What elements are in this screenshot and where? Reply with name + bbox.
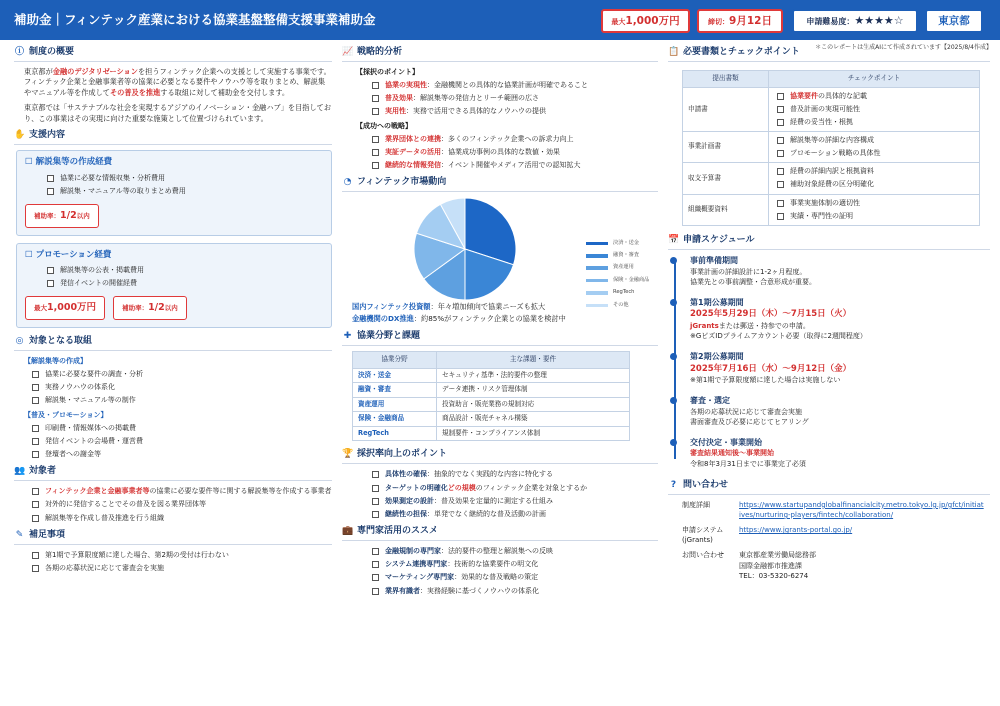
table-cell: 商品設計・販売チャネル構築	[437, 412, 630, 427]
checkbox-icon	[777, 200, 784, 207]
schedule-title: 第2期公募期間	[690, 351, 744, 361]
support-box-1	[16, 150, 332, 235]
schedule-note-red: 審査結果通知後〜事業開始	[690, 449, 774, 458]
checkbox-icon	[47, 280, 54, 287]
list-item: 各期の応募状況に応じて審査会を実施	[14, 563, 332, 573]
contact-label: 制度詳細	[682, 500, 710, 509]
clipboard-icon: 📋	[668, 47, 680, 57]
checkbox-icon	[372, 588, 379, 595]
checkbox-icon	[777, 137, 784, 144]
table-cell: 保険・金融商品	[353, 412, 437, 427]
list-item: 登壇者への謝金等	[14, 449, 332, 459]
list-item: 印刷費・情報媒体への掲載費	[14, 423, 332, 433]
list-item: ターゲットの明確化どの規模のフィンテック企業を対象とするか	[342, 483, 658, 493]
table-row	[353, 368, 630, 383]
table-cell: データ連携・リスク管理体制	[437, 383, 630, 398]
legend-swatch	[586, 266, 608, 270]
max-amount-badge: 最大1,000万円	[601, 9, 690, 33]
list-item: 対外的に発信することでその普及を図る業界団体等	[14, 499, 332, 509]
table-header: 協業分野	[353, 352, 437, 369]
checkbox-icon	[47, 267, 54, 274]
handshake-icon: ✋	[14, 130, 26, 141]
schedule-period: 2025年5月29日（木）〜7月15日（火）	[690, 309, 852, 320]
timeline-dot	[670, 397, 677, 404]
checkbox-icon	[372, 485, 379, 492]
table-cell: 融資・審査	[353, 383, 437, 398]
list-item: 解説集等の詳細な内容構成	[773, 135, 975, 145]
timeline-dot	[670, 299, 677, 306]
table-row	[353, 397, 630, 412]
contact-label: お問い合わせ	[682, 551, 724, 560]
trophy-icon: 🏆	[342, 449, 354, 460]
rate-badge: 補助率：1/2以内	[25, 204, 99, 228]
legend-item	[586, 262, 649, 274]
left-column	[14, 46, 332, 576]
checkbox-icon	[777, 150, 784, 157]
schedule-line: 事業計画の詳細設計に1-2ヶ月程度。	[690, 267, 807, 276]
table-header: 提出書類	[683, 71, 769, 88]
support-box-1-heading: ☐ 解説集等の作成経費	[25, 157, 113, 168]
legend-item	[586, 274, 649, 286]
checkbox-icon	[777, 106, 784, 113]
checkbox-icon	[777, 168, 784, 175]
chart-line-icon: 📈	[342, 47, 354, 57]
checkbox-icon	[32, 488, 39, 495]
list-item: 実証データの活用：協業成功事例の具体的な数値・効果	[342, 147, 658, 157]
table-cell: セキュリティ基準・法的要件の整理	[437, 368, 630, 383]
list-item: 事業実施体制の適切性	[773, 198, 975, 208]
legend-item	[586, 287, 649, 299]
ai-note: ＊このレポートは生成AIにて作成されています【2025/8/4作成】	[815, 44, 992, 51]
legend-label: 融資・審査	[613, 252, 639, 259]
legend-item	[586, 250, 649, 262]
list-item: プロモーション戦略の具体性	[773, 148, 975, 158]
checkbox-icon	[777, 119, 784, 126]
rate-badge: 補助率：1/2以内	[113, 296, 187, 320]
schedule-title: 事前準備期間	[690, 255, 738, 265]
table-row	[683, 194, 980, 225]
list-item: 解説集等の公表・掲載費用	[25, 265, 323, 275]
list-item: システム連携専門家：技術的な協業要件の明文化	[342, 559, 658, 569]
users-icon: 👥	[14, 466, 26, 477]
schedule-line: 協業先との事前調整・合意形成が重要。	[690, 277, 816, 286]
schedule-line: ※第1期で予算限度額に達した場合は実施しない	[690, 375, 841, 384]
table-cell: 収支予算書	[683, 163, 769, 194]
list-item: 実務ノウハウの体系化	[14, 382, 332, 392]
list-item: 解説集等を作成し普及推進を行う組織	[14, 513, 332, 523]
legend-item	[586, 237, 649, 249]
checkbox-icon	[32, 451, 39, 458]
header-bar	[0, 0, 1000, 40]
puzzle-icon: ✚	[343, 331, 352, 342]
checkbox-icon	[372, 95, 379, 102]
strategy-group-1: 【採択のポイント】	[356, 68, 419, 77]
support-box-2	[16, 243, 332, 328]
legend-label: 保険・金融商品	[613, 276, 650, 283]
table-row	[683, 132, 980, 163]
list-item: 協業に必要な情報収集・分析費用	[25, 173, 323, 183]
schedule-item	[690, 297, 990, 341]
list-item: 業界有識者：実務経験に基づくノウハウの体系化	[342, 586, 658, 596]
schedule-item	[690, 395, 990, 427]
page-title: 補助金｜フィンテック産業における協業基盤整備支援事業補助金	[14, 12, 376, 27]
legend-item	[586, 299, 649, 311]
checkbox-icon	[32, 501, 39, 508]
checkbox-icon	[372, 162, 379, 169]
schedule-title: 審査・選定	[690, 396, 730, 406]
checkbox-icon	[372, 498, 379, 505]
checkbox-icon	[372, 136, 379, 143]
checkbox-icon	[32, 552, 39, 559]
targets-group-2: 【普及・プロモーション】	[24, 410, 108, 419]
checkbox-icon	[777, 181, 784, 188]
checkbox-icon	[32, 371, 39, 378]
list-item: 協業の実現性：金融機関との具体的な協業計画が明確であること	[342, 80, 658, 90]
area-badge: 東京都	[925, 9, 983, 33]
table-row	[353, 426, 630, 441]
checkbox-icon	[777, 93, 784, 100]
section-fields-title: ✚ 協業分野と課題	[342, 330, 658, 346]
checkbox-icon	[372, 561, 379, 568]
fields-table	[352, 351, 630, 441]
list-item: 継続的な情報発信：イベント開催やメディア活用での認知拡大	[342, 160, 658, 170]
checkbox-icon	[32, 397, 39, 404]
schedule-line: 令和8年3月31日までに事業完了必須	[690, 459, 806, 468]
schedule-line: 書面審査及び必要に応じてヒアリング	[690, 417, 809, 426]
schedule-line: jGrantsまたは郵送・持参での申請。	[690, 321, 810, 330]
list-item: 補助対象経費の区分明確化	[773, 179, 975, 189]
table-row	[353, 412, 630, 427]
checkbox-icon	[777, 213, 784, 220]
schedule-timeline	[668, 255, 990, 469]
checkbox-icon	[372, 149, 379, 156]
schedule-title: 交付決定・事業開始	[690, 437, 762, 447]
checkbox-icon	[32, 438, 39, 445]
legend-swatch	[586, 291, 608, 295]
targets-group-1: 【解説集等の作成】	[24, 357, 87, 366]
table-cell	[769, 163, 980, 194]
list-item: 経費の詳細内訳と根拠資料	[773, 166, 975, 176]
legend-label: 資産運用	[613, 264, 634, 271]
table-cell: 申請書	[683, 87, 769, 131]
middle-column	[342, 46, 658, 599]
briefcase-icon: 💼	[342, 526, 354, 537]
strategy-group-2: 【成功への戦略】	[356, 121, 412, 130]
market-line-1: 国内フィンテック投資額：年々増加傾向で協業ニーズも拡大	[352, 302, 546, 312]
pie-chart-icon: ◔	[343, 177, 352, 188]
section-schedule-title: 📅 申請スケジュール	[668, 234, 990, 250]
legend-swatch	[586, 279, 608, 283]
schedule-line: ※GビズIDプライムアカウント必要（取得に2週間程度）	[690, 331, 867, 340]
list-item: 実績・専門性の証明	[773, 211, 975, 221]
legend-swatch	[586, 254, 608, 258]
table-cell: 組織概要資料	[683, 194, 769, 225]
list-item: 普及計画の実現可能性	[773, 104, 975, 114]
docs-table	[682, 70, 980, 226]
section-eligible-title: 👥 対象者	[14, 465, 332, 481]
schedule-item	[690, 351, 990, 385]
table-header: 主な課題・要件	[437, 352, 630, 369]
section-targets-title: ◎ 対象となる取組	[14, 335, 332, 351]
section-overview-title: ⓘ 制度の概要	[14, 46, 332, 62]
schedule-item	[690, 255, 990, 287]
legend-swatch	[586, 242, 608, 246]
checkbox-icon	[372, 511, 379, 518]
checkbox-icon	[32, 515, 39, 522]
list-item: 業界団体との連携：多くのフィンテック企業への訴求力向上	[342, 134, 658, 144]
list-item: 協業要件の具体的な記載	[773, 91, 975, 101]
list-item: 金融規制の専門家：法的要件の整理と解説集への反映	[342, 546, 658, 556]
checkbox-icon	[32, 384, 39, 391]
list-item: 解説集・マニュアル等の制作	[14, 395, 332, 405]
list-item: フィンテック企業と金融事業者等の協業に必要な要件等に関する解説集等を作成する事業者	[14, 486, 332, 496]
checkbox-icon	[47, 188, 54, 195]
max-badge: 最大1,000万円	[25, 296, 105, 320]
schedule-period: 2025年7月16日（水）〜9月12日（金）	[690, 363, 852, 374]
deadline-badge: 締切：9月12日	[697, 9, 783, 33]
table-cell: 決済・送金	[353, 368, 437, 383]
timeline-dot	[670, 439, 677, 446]
table-cell	[769, 194, 980, 225]
checkbox-icon	[372, 108, 379, 115]
table-cell: RegTech	[353, 426, 437, 441]
difficulty-badge: 申請難易度：★★★★☆	[792, 9, 918, 33]
section-experts-title: 💼 専門家活用のススメ	[342, 525, 658, 541]
list-item: 解説集・マニュアル等の取りまとめ費用	[25, 186, 323, 196]
list-item: 継続性の担保：単発でなく継続的な普及活動の計画	[342, 509, 658, 519]
legend-label: 決済・送金	[613, 239, 639, 246]
pencil-icon: ✎	[15, 529, 24, 540]
table-cell	[769, 87, 980, 131]
checkbox-icon	[32, 425, 39, 432]
list-item: 具体性の確保：抽象的でなく実践的な内容に特化する	[342, 469, 658, 479]
market-line-2: 金融機関のDX推進：約85%がフィンテック企業との協業を検討中	[352, 313, 566, 323]
support-box-2-heading: ☐ プロモーション経費	[25, 249, 112, 260]
chart-legend	[586, 237, 649, 311]
section-supplement-title: ✎ 補足事項	[14, 529, 332, 545]
table-cell: 事業計画書	[683, 132, 769, 163]
checkbox-icon	[32, 565, 39, 572]
schedule-line: 各期の応募状況に応じて審査会実施	[690, 407, 802, 416]
list-item: 経費の妥当性・根拠	[773, 117, 975, 127]
list-item: 効果測定の設計：普及効果を定量的に測定する仕組み	[342, 496, 658, 506]
list-item: 発信イベントの会場費・運営費	[14, 436, 332, 446]
table-cell	[769, 132, 980, 163]
list-item: 協業に必要な要件の調査・分析	[14, 369, 332, 379]
contact-link-jgrants[interactable]: https://www.jgrants-portal.go.jp/	[739, 526, 853, 535]
checkbox-icon	[372, 574, 379, 581]
table-header: チェックポイント	[769, 71, 980, 88]
table-row	[683, 87, 980, 131]
schedule-item	[690, 437, 990, 469]
table-row	[683, 163, 980, 194]
target-icon: ◎	[15, 336, 24, 346]
legend-label: RegTech	[613, 289, 635, 296]
list-item: 発信イベントの開催経費	[25, 278, 323, 288]
table-cell: 投資助言・販売業務の規制対応	[437, 397, 630, 412]
list-item: 第1期で予算限度額に達した場合、第2期の受付は行わない	[14, 550, 332, 560]
table-cell: 規制要件・コンプライアンス体制	[437, 426, 630, 441]
list-item: 実用性：実務で活用できる具体的なノウハウの提供	[342, 106, 658, 116]
section-strategy-title: 📈 戦略的分析	[342, 46, 658, 62]
table-cell: 資産運用	[353, 397, 437, 412]
list-item: マーケティング専門家：効果的な普及戦略の策定	[342, 572, 658, 582]
section-market-title: ◔ フィンテック市場動向	[342, 176, 658, 192]
checkbox-icon	[372, 82, 379, 89]
checkbox-icon	[372, 471, 379, 478]
section-contact-title: ? 問い合わせ	[668, 479, 990, 495]
right-column	[668, 46, 990, 586]
list-item: 普及効果：解説集等の発信力とリーチ範囲の広さ	[342, 93, 658, 103]
table-row	[353, 383, 630, 398]
legend-label: その他	[613, 301, 629, 308]
overview-paragraph-1: 東京都が金融のデジタリゼーションを担うフィンテック企業への支援として実施する事業です。フィンテック企業と金融事業者等の協業に必要となる要件やノウハウ等を取りまとめ、解説集やマニュアル等を作成してその普及を推進する取組に対して補助金を交付します。	[24, 67, 331, 97]
pie-chart	[342, 197, 582, 301]
section-support-title: ✋ 支援内容	[14, 129, 332, 145]
timeline-dot	[670, 353, 677, 360]
section-points-title: 🏆 採択率向上のポイント	[342, 448, 658, 464]
contact-label: 申請システム (jGrants)	[682, 526, 724, 545]
checkbox-icon	[47, 175, 54, 182]
timeline-dot	[670, 257, 677, 264]
contact-block	[668, 500, 990, 581]
info-icon: ⓘ	[14, 47, 24, 57]
overview-paragraph-2: 東京都では「サステナブルな社会を実現するアジアのイノベーション・金融ハブ」を目指しており、この事業はその実現に向けた重要な施策として位置づけられています。	[24, 103, 332, 123]
schedule-title: 第1期公募期間	[690, 297, 744, 307]
question-icon: ?	[670, 479, 677, 490]
calendar-icon: 📅	[668, 234, 680, 245]
section-docs-title: 📋 必要書類とチェックポイント	[668, 46, 990, 62]
contact-info: 東京都産業労働局総務部 国際金融都市推進課 TEL：03-5320-6274	[739, 551, 816, 580]
contact-link-details[interactable]: https://www.startupandglobalfinancialcity.metro.tokyo.lg.jp/gfct/initiatives/nurturing-players/fintech/collaboration/	[739, 500, 984, 519]
checkbox-icon	[372, 548, 379, 555]
legend-swatch	[586, 304, 608, 308]
